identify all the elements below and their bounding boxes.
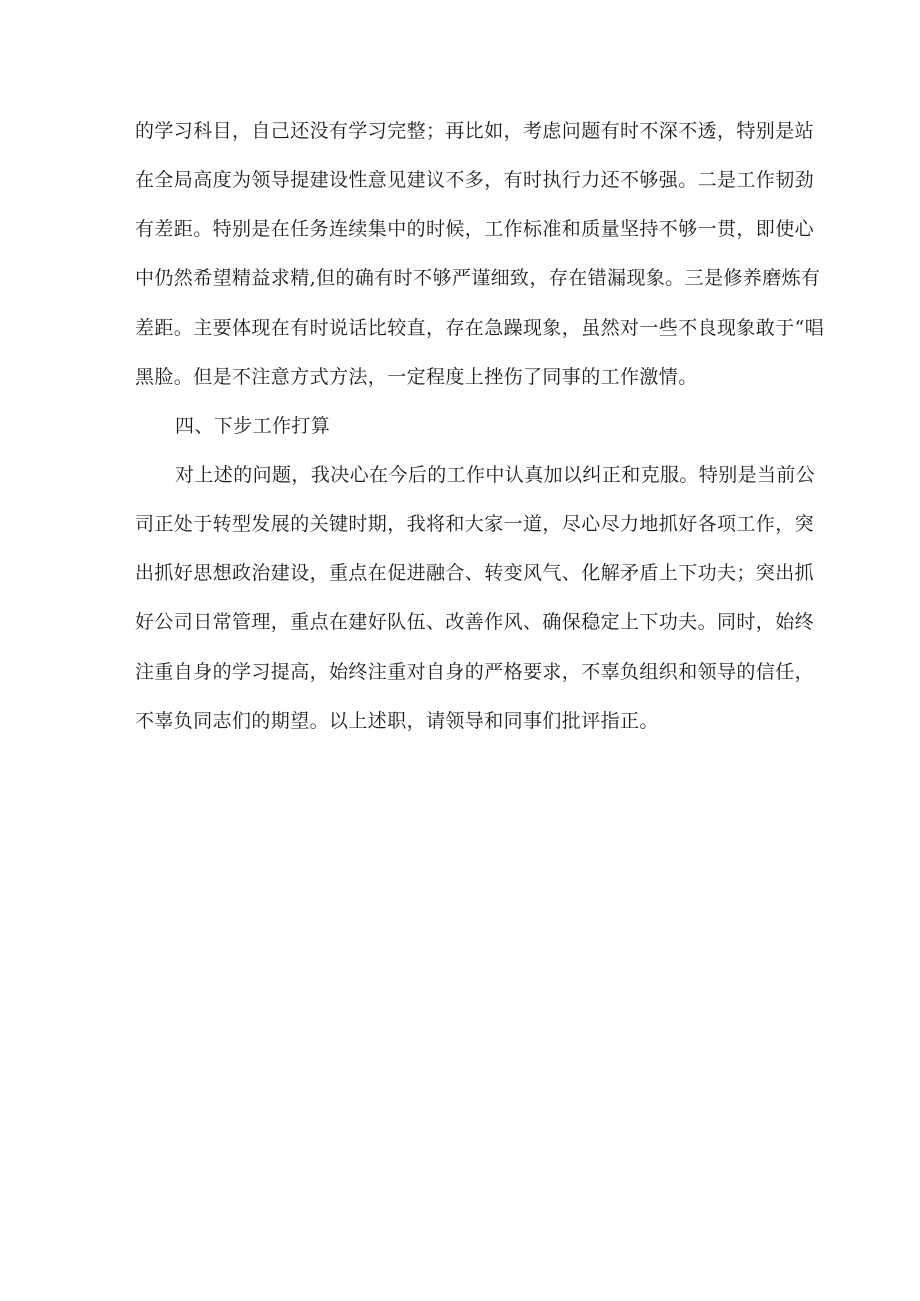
paragraph-line: 不辜负同志们的期望。以上述职，请领导和同事们批评指正。 xyxy=(135,710,659,732)
paragraph-line: 黑脸。但是不注意方式方法，一定程度上挫伤了同事的工作激情。 xyxy=(135,366,698,388)
paragraph-line: 好公司日常管理，重点在建好队伍、改善作风、确保稳定上下功夫。同时，始终 xyxy=(135,611,815,633)
paragraph-line: 中仍然希望精益求精,但的确有时不够严谨细致，存在错漏现象。三是修养磨炼有 xyxy=(135,267,821,289)
paragraph-line: 注重自身的学习提高，始终注重对自身的严格要求，不辜负组织和领导的信任， xyxy=(135,661,815,683)
section-heading: 四、下步工作打算 xyxy=(175,415,331,437)
paragraph-line: 有差距。特别是在任务连续集中的时候，工作标准和质量坚持不够一贯，即使心 xyxy=(135,218,815,240)
paragraph-line: 在全局高度为领导提建设性意见建议不多，有时执行力还不够强。二是工作韧劲 xyxy=(135,169,815,191)
paragraph-line: 出抓好思想政治建设，重点在促进融合、转变风气、化解矛盾上下功夫；突出抓 xyxy=(135,562,815,584)
paragraph-line: 差距。主要体现在有时说话比较直，存在急躁现象，虽然对一些不良现象敢于“唱 xyxy=(135,317,825,339)
paragraph-line: 对上述的问题，我决心在今后的工作中认真加以纠正和克服。特别是当前公 xyxy=(175,464,816,486)
paragraph-line: 司正处于转型发展的关键时期，我将和大家一道，尽心尽力地抓好各项工作，突 xyxy=(135,513,815,535)
paragraph-line: 的学习科目，自己还没有学习完整；再比如，考虑问题有时不深不透，特别是站 xyxy=(135,120,815,142)
